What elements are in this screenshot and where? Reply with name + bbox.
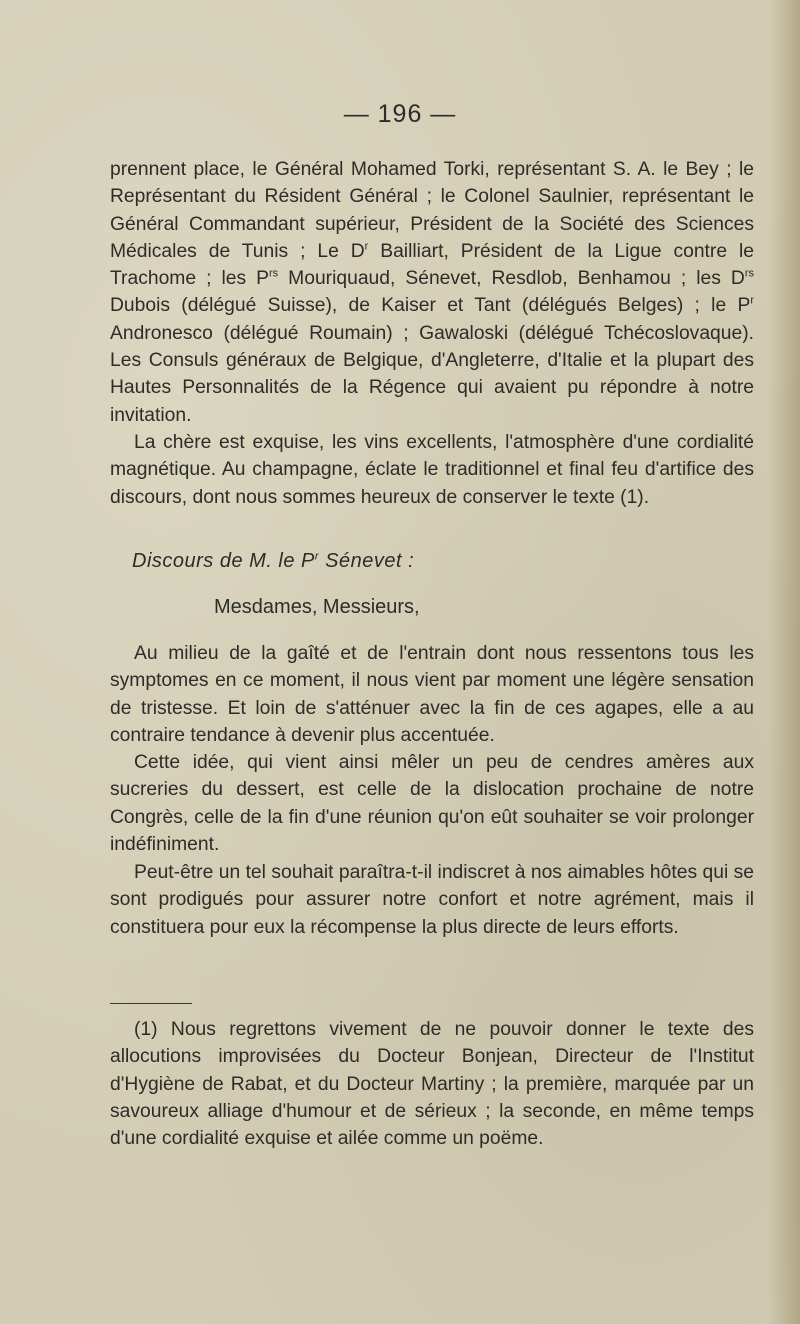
footnote <box>110 1016 754 1152</box>
speech-paragraph-2: Cette idée, qui vient ainsi mêler un peu de cendres amères aux sucreries du dessert, est celle de la dislocation prochaine de notre Congrès, celle de la fin d'une réunion qu'on eût souhaiter se voir prolonger indéfiniment. <box>110 752 754 856</box>
speech-title: Discours de M. le $P^r$ Sénevet : <box>132 550 415 572</box>
intro-paragraph-2: La chère est exquise, les vins excellents, l'atmosphère d'une cordialité magnétique. Au champagne, éclate le traditionnel et final feu d'artifice des discours, dont nous sommes heureux de conserver le texte (1). <box>110 431 754 508</box>
intro-paragraph-1: prennent place, le Général Mohamed Torki, représentant S. A. le Bey ; le Représentant du Résident Général ; le Colonel Saulnier, représentant le Général Commandant supérieur, Président de la Société des Sciences Médicales de Tunis ; Le $D^r$ Bailliart, Président de la Ligue contre le Trachome ; les $P^{rs}$ Mouriquaud, Sénevet, Resdlob, Benhamou ; les $D^{rs}$ Dubois (délégué Suisse), de Kaiser et Tant (délégués Belges) ; le $P^r$ Andronesco (délégué Roumain) ; Gawaloski (délégué Tchécoslovaque). Les Consuls généraux de Belgique, d'Angleterre, d'Italie et la plupart des Hautes Personnalités de la Régence qui avaient pu répondre à notre invitation. <box>110 159 754 426</box>
footnote-divider <box>110 1003 192 1004</box>
page-number: — 196 — <box>343 100 457 128</box>
speech-body-2 <box>110 859 754 941</box>
speech-paragraph-3: Peut-être un tel souhait paraîtra-t-il indiscret à nos aimables hôtes qui se sont prodigués pour assurer notre confort et notre agrément, mais il constituera pour eux la récompense la plus directe de leurs efforts. <box>110 862 754 938</box>
speech-body-1 <box>110 640 754 858</box>
speech-salutation: Mesdames, Messieurs, <box>214 596 420 618</box>
intro-section <box>110 156 754 511</box>
speech-paragraph-1: Au milieu de la gaîté et de l'entrain dont nous ressentons tous les symptomes en ce moment, il nous vient par moment une légère sensation de tristesse. Et loin de s'atténuer avec la fin de ces agapes, elle a au contraire tendance à devenir plus accentuée. <box>110 643 754 746</box>
footnote-text: (1) Nous regrettons vivement de ne pouvoir donner le texte des allocutions improvisées du Docteur Bonjean, Directeur de l'Institut d'Hygiène de Rabat, et du Docteur Martiny ; la première, marquée par un savoureux alliage d'humour et de sérieux ; la seconde, en même temps d'une cordialité exquise et ailée comme un poëme. <box>110 1019 754 1150</box>
